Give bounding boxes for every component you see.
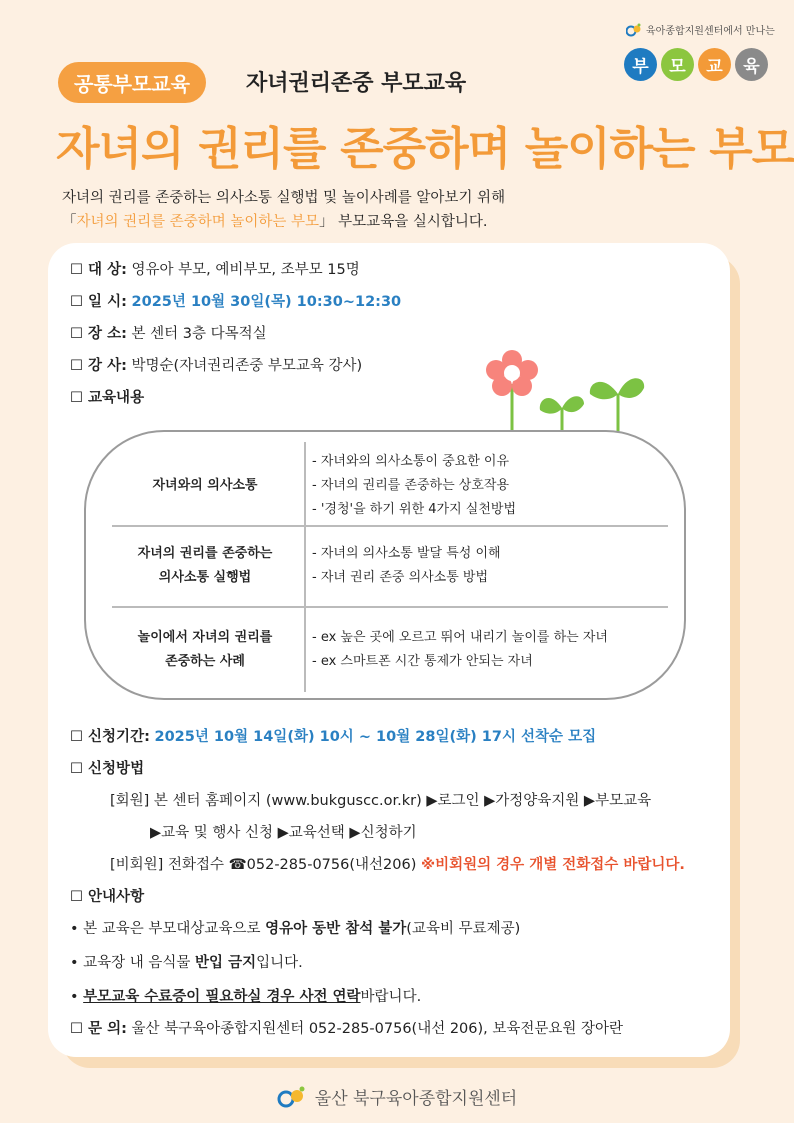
table-row-3-details: [312, 626, 608, 674]
notice-item-2: [70, 951, 303, 972]
center-logo-icon: [277, 1086, 307, 1108]
table-cell: 자녀와의 의사소통: [152, 478, 258, 493]
table-row-1-title: [108, 474, 302, 498]
page-title: 자녀의 권리를 존중하며 놀이하는 부모: [56, 122, 794, 175]
table-cell: - 자녀와의 의사소통이 중요한 이유: [312, 454, 510, 469]
member-method-line-1: [회원] 본 센터 홈페이지 (www.bukguscc.or.kr) ▶로그인 ▶가정양육지원 ▶부모교육: [110, 793, 652, 809]
period-value: 2025년 10월 14일(화) 10시 ~ 10월 28일(화) 17시 선착순 모집: [154, 729, 597, 745]
notice-text: (교육비 무료제공): [406, 921, 521, 937]
footer-org: 울산 북구육아종합지원센터: [314, 1089, 518, 1109]
nonmember-phone: [비회원] 전화접수 ☎052-285-0756(내선206): [110, 857, 417, 873]
center-logo-icon: [626, 23, 642, 37]
table-row-3-title: [108, 626, 302, 674]
intro-highlight: 자녀의 권리를 존중하며 놀이하는 부모: [76, 214, 320, 230]
content-row: [70, 386, 144, 407]
flower-sprouts-icon: [478, 342, 658, 434]
target-value: 영유아 부모, 예비부모, 조부모 15명: [131, 262, 360, 278]
place-label: ☐ 장 소:: [70, 326, 127, 342]
footer: [0, 1084, 794, 1109]
circle-yuk: 육: [735, 48, 768, 81]
circle-mo: 모: [661, 48, 694, 81]
notice-text: •: [70, 989, 84, 1005]
table-cell: - 자녀의 의사소통 발달 특성 이해: [312, 546, 501, 561]
content-label: ☐ 교육내용: [70, 390, 145, 406]
notice-row: [70, 885, 144, 906]
period-label: ☐ 신청기간:: [70, 729, 150, 745]
notice-emphasis: 반입 금지: [195, 955, 257, 971]
table-cell: - 자녀 권리 존중 의사소통 방법: [312, 570, 489, 585]
method-label: ☐ 신청방법: [70, 761, 145, 777]
table-cell: - ex 높은 곳에 오르고 뛰어 내리기 놀이를 하는 자녀: [312, 630, 608, 645]
notice-item-3: [70, 985, 421, 1006]
nonmember-method: [110, 853, 685, 874]
bracket-open: 「: [62, 214, 77, 230]
intro-line-2: [62, 210, 505, 234]
notice-text: • 본 교육은 부모대상교육으로: [70, 921, 266, 937]
date-label: ☐ 일 시:: [70, 294, 127, 310]
program-circles: [624, 48, 768, 81]
table-cell: - 자녀의 권리를 존중하는 상호작용: [312, 478, 510, 493]
table-cell: 의사소통 실행법: [158, 570, 252, 585]
table-cell: 존중하는 사례: [165, 654, 245, 669]
table-cell: 놀이에서 자녀의 권리를: [137, 630, 273, 645]
notice-text: 입니다.: [256, 955, 303, 971]
table-cell: - '경청'을 하기 위한 4가지 실천방법: [312, 502, 517, 517]
brand-tagline-text: 육아종합지원센터에서 만나는: [646, 26, 775, 37]
intro-text: [62, 186, 505, 234]
table-row-2-details: [312, 542, 501, 590]
table-row-2-title: [108, 542, 302, 590]
target-row: [70, 258, 360, 279]
program-subtitle: 자녀권리존중 부모교육: [246, 71, 467, 96]
notice-emphasis: 영유아 동반 참석 불가: [265, 921, 407, 937]
table-divider-1: [112, 525, 668, 527]
notice-item-1: [70, 917, 520, 938]
place-value: 본 센터 3층 다목적실: [131, 326, 267, 342]
notice-text: • 교육장 내 음식물: [70, 955, 196, 971]
method-row: [70, 757, 144, 778]
lecturer-value: 박명순(자녀권리존중 부모교육 강사): [131, 358, 363, 374]
contact-label: ☐ 문 의:: [70, 1021, 127, 1037]
table-cell: 자녀의 권리를 존중하는: [137, 546, 273, 561]
place-row: [70, 322, 267, 343]
member-method-line-2: ▶교육 및 행사 신청 ▶교육선택 ▶신청하기: [150, 825, 417, 841]
table-divider-2: [112, 606, 668, 608]
notice-emphasis: 부모교육 수료증이 필요하실 경우 사전 연락: [83, 989, 361, 1005]
notice-text: 바랍니다.: [360, 989, 422, 1005]
nonmember-note: ※비회원의 경우 개별 전화접수 바랍니다.: [420, 857, 685, 873]
circle-bu: 부: [624, 48, 657, 81]
intro-rest: 」 부모교육을 실시합니다.: [319, 214, 488, 230]
lecturer-row: [70, 354, 362, 375]
contact-row: [70, 1017, 623, 1038]
lecturer-label: ☐ 강 사:: [70, 358, 127, 374]
target-label: ☐ 대 상:: [70, 262, 127, 278]
table-divider-vertical: [304, 442, 306, 692]
date-row: [70, 290, 401, 311]
contact-value: 울산 북구육아종합지원센터 052-285-0756(내선 206), 보육전문요원 장아란: [131, 1021, 624, 1037]
category-pill: 공통부모교육: [58, 62, 206, 103]
table-row-1-details: [312, 450, 516, 522]
notice-label: ☐ 안내사항: [70, 889, 145, 905]
brand-tagline: [626, 22, 775, 37]
period-row: [70, 725, 596, 746]
date-value: 2025년 10월 30일(목) 10:30~12:30: [131, 294, 402, 310]
intro-line-1: 자녀의 권리를 존중하는 의사소통 실행법 및 놀이사례를 알아보기 위해: [62, 190, 506, 206]
table-cell: - ex 스마트폰 시간 통제가 안되는 자녀: [312, 654, 533, 669]
circle-gyo: 교: [698, 48, 731, 81]
